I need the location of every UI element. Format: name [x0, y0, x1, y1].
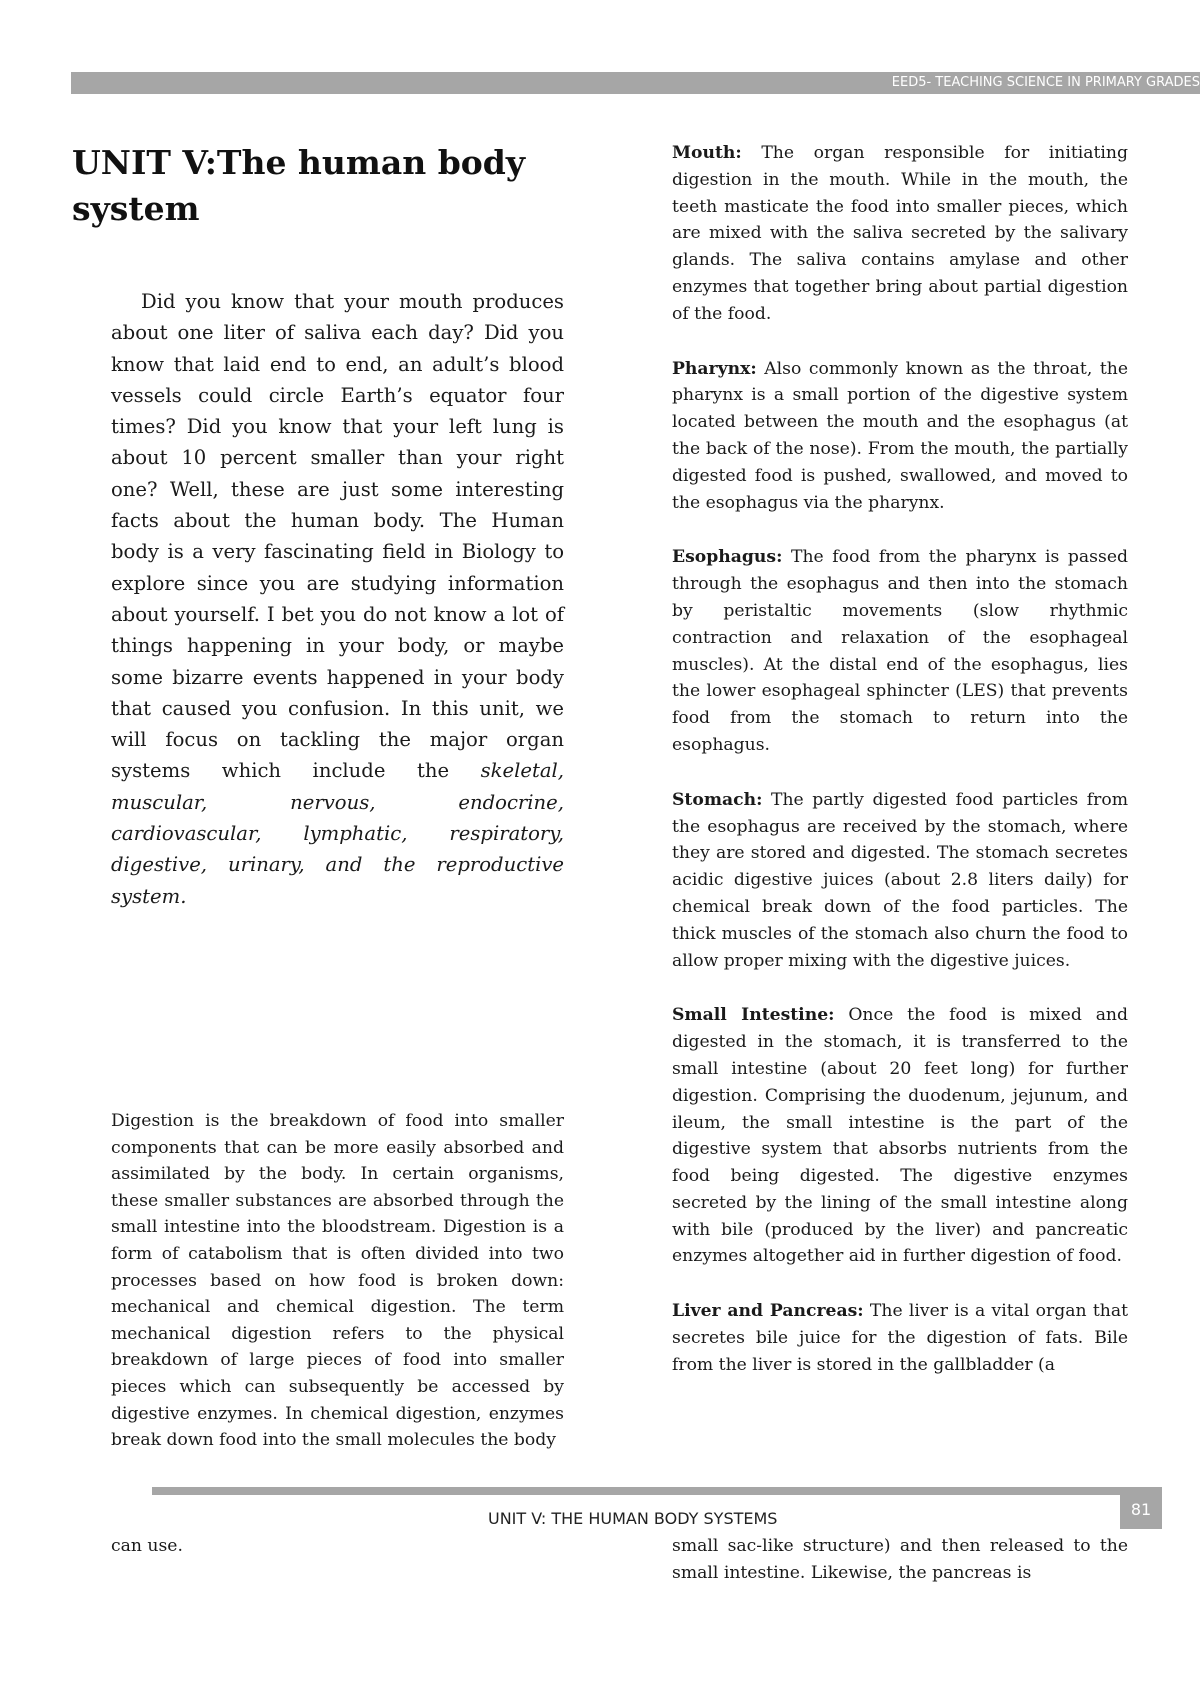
header-bar	[71, 72, 1200, 94]
footer-unit-label: UNIT V: THE HUMAN BODY SYSTEMS	[488, 1509, 778, 1528]
intro-systems-list: skeletal, muscular, nervous, endocrine, cardiovascular, lymphatic, respiratory, digestive, urinary, and the reproductive system.	[111, 759, 564, 908]
organ-description: Once the food is mixed and digested in the stomach, it is transferred to the small intestine (about 20 feet long) for further digestion. Comprising the duodenum, jejunum, and ileum, the small intestine is the part of the digestive system that absorbs nutrients from the food being digested. The digestive enzymes secreted by the lining of the small intestine along with bile (produced by the liver) and pancreatic enzymes altogether aid in further digestion of food.	[672, 1005, 1129, 1267]
intro-text: Did you know that your mouth produces about one liter of saliva each day? Did you know that laid end to end, an adult’s blood vessels could circle Earth’s equator four times? Did you know that your left lung is about 10 percent smaller than your right one? Well, these are just some interesting facts about the human body. The Human body is a very fascinating field in Biology to explore since you are studying information about yourself. I bet you do not know a lot of things happening in your body, or maybe some bizarre events happened in your body that caused you confusion. In this unit, we will focus on tackling the major organ systems which include the	[111, 290, 564, 783]
organ-description: The food from the pharynx is passed through the esophagus and then into the stomach by peristaltic movements (slow rhythmic contraction and relaxation of the esophageal muscles). At the distal end of the esophagus, lies the lower esophageal sphincter (LES) that prevents food from the stomach to return into the esophagus.	[672, 547, 1128, 755]
organ-name: Small Intestine:	[672, 1005, 835, 1026]
organ-name: Liver and Pancreas:	[672, 1301, 864, 1322]
organ-description: The liver is a vital organ that secretes bile juice for the digestion of fats. Bile from the liver is stored in the gallbladder (a	[672, 1301, 1128, 1375]
footer-divider	[152, 1487, 1162, 1495]
course-header: EED5- TEACHING SCIENCE IN PRIMARY GRADES	[891, 75, 1200, 90]
unit-title: UNIT V:The human body system	[72, 143, 526, 228]
organ-name: Mouth:	[672, 143, 742, 163]
page-number: 81	[1120, 1490, 1162, 1529]
organ-name: Stomach:	[672, 789, 763, 810]
organ-description: Also commonly known as the throat, the pharynx is a small portion of the digestive system located between the mouth and the esophagus (at the back of the nose). From the mouth, the partially digested food is pushed, swallowed, and moved to the esophagus via the pharynx.	[672, 358, 1128, 513]
organ-description: The partly digested food particles from the esophagus are received by the stomach, where they are stored and digested. The stomach secretes acidic digestive juices (about 2.8 liters daily) for chemical break down of the food particles. The thick muscles of the stomach also churn the food to allow proper mixing with the digestive juices.	[672, 789, 1128, 971]
organ-esophagus	[672, 544, 1128, 758]
organ-continued: small sac-like structure) and then released to the small intestine. Likewise, the pancreas is	[672, 1536, 1128, 1583]
organ-liver-pancreas	[672, 1298, 1128, 1378]
organ-name: Esophagus:	[672, 547, 783, 568]
organ-small-intestine	[672, 1002, 1128, 1270]
digestion-paragraph: Digestion is the breakdown of food into smaller components that can be more easily absorbed and assimilated by the body. In certain organisms, these smaller substances are absorbed through the small intestine into the bloodstream. Digestion is a form of catabolism that is often divided into two processes based on how food is broken down: mechanical and chemical digestion. The term mechanical digestion refers to the physical breakdown of large pieces of food into smaller pieces which can subsequently be accessed by digestive enzymes. In chemical digestion, enzymes break down food into the small molecules the body	[111, 1111, 564, 1451]
intro-paragraph	[111, 286, 564, 912]
organ-stomach	[672, 787, 1128, 975]
organ-list	[672, 140, 1128, 1407]
digestion-continued: can use.	[111, 1536, 183, 1556]
organ-pharynx	[672, 356, 1128, 517]
organ-name: Pharynx:	[672, 358, 757, 379]
organ-mouth	[672, 140, 1128, 328]
organ-description: The organ responsible for initiating digestion in the mouth. While in the mouth, the teeth masticate the food into smaller pieces, which are mixed with the saliva secreted by the salivary glands. The saliva contains amylase and other enzymes that together bring about partial digestion of the food.	[672, 143, 1128, 324]
